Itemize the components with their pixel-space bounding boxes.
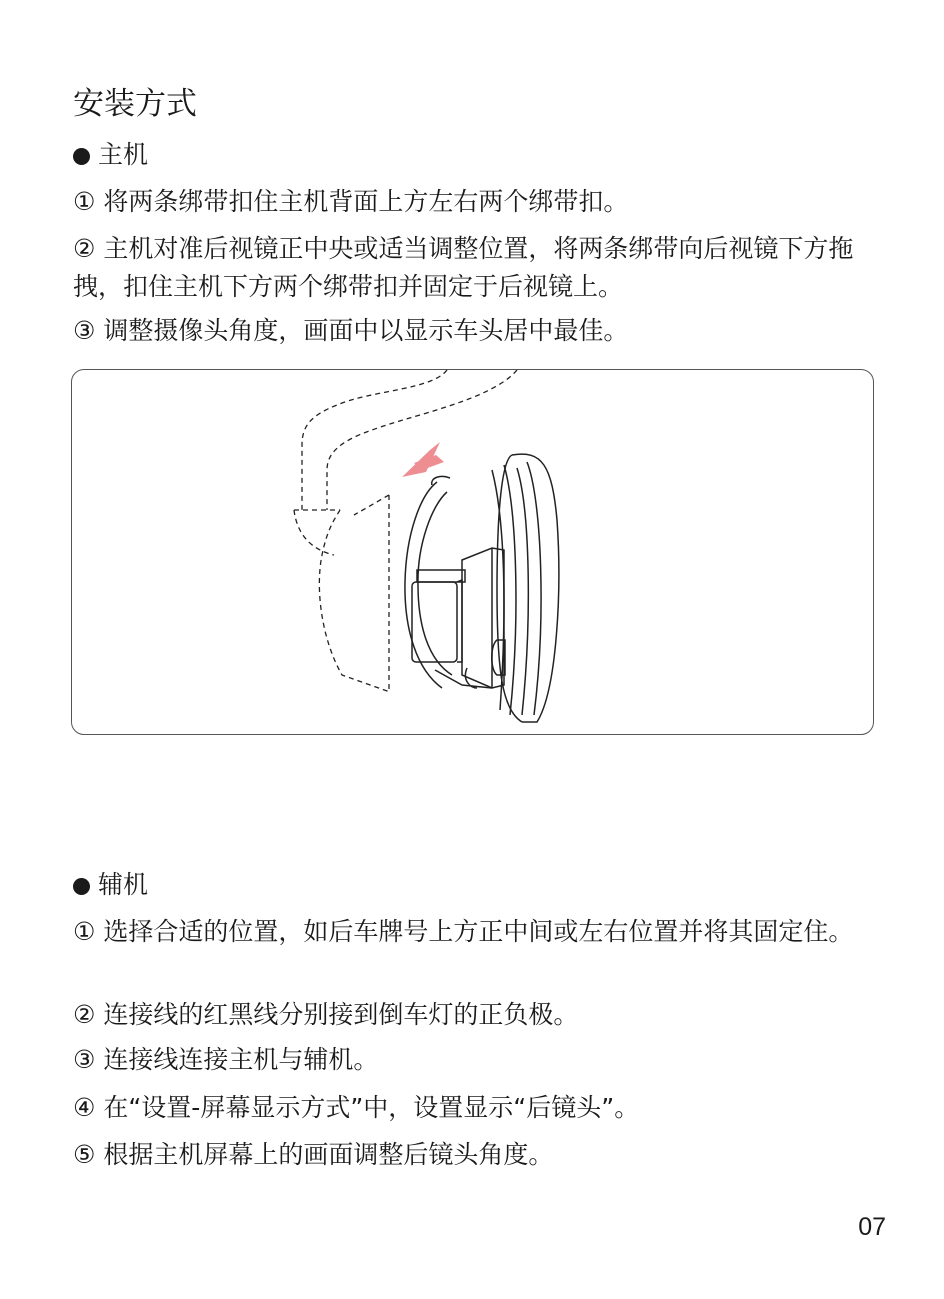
aux-step-4: ④ 在“设置-屏幕显示方式”中，设置显示“后镜头”。 — [73, 1093, 640, 1122]
aux-step-3: ③ 连接线连接主机与辅机。 — [73, 1045, 379, 1074]
host-step-3: ③ 调整摄像头角度，画面中以显示车头居中最佳。 — [73, 316, 629, 345]
bullet-icon — [73, 878, 90, 895]
aux-step-2: ② 连接线的红黑线分别接到倒车灯的正负极。 — [73, 1000, 579, 1029]
host-step-1: ① 将两条绑带扣住主机背面上方左右两个绑带扣。 — [73, 187, 629, 216]
mirror-camera-drawing — [72, 370, 874, 735]
page-number: 07 — [858, 1213, 886, 1241]
installation-illustration — [71, 369, 874, 735]
section-heading-host — [73, 138, 148, 172]
page-title: 安装方式 — [73, 86, 197, 122]
section-heading-label: 主机 — [98, 140, 149, 169]
host-step-2: ② 主机对准后视镜正中央或适当调整位置，将两条绑带向后视镜下方拖拽，扣住主机下方两个绑带扣并固定于后视镜上。 — [73, 234, 854, 301]
bullet-icon — [73, 148, 90, 165]
section-heading-label: 辅机 — [98, 870, 149, 899]
aux-step-1: ① 选择合适的位置，如后车牌号上方正中间或左右位置并将其固定住。 — [73, 917, 854, 946]
aux-step-5: ⑤ 根据主机屏幕上的画面调整后镜头角度。 — [73, 1140, 554, 1169]
section-heading-aux — [73, 868, 148, 902]
